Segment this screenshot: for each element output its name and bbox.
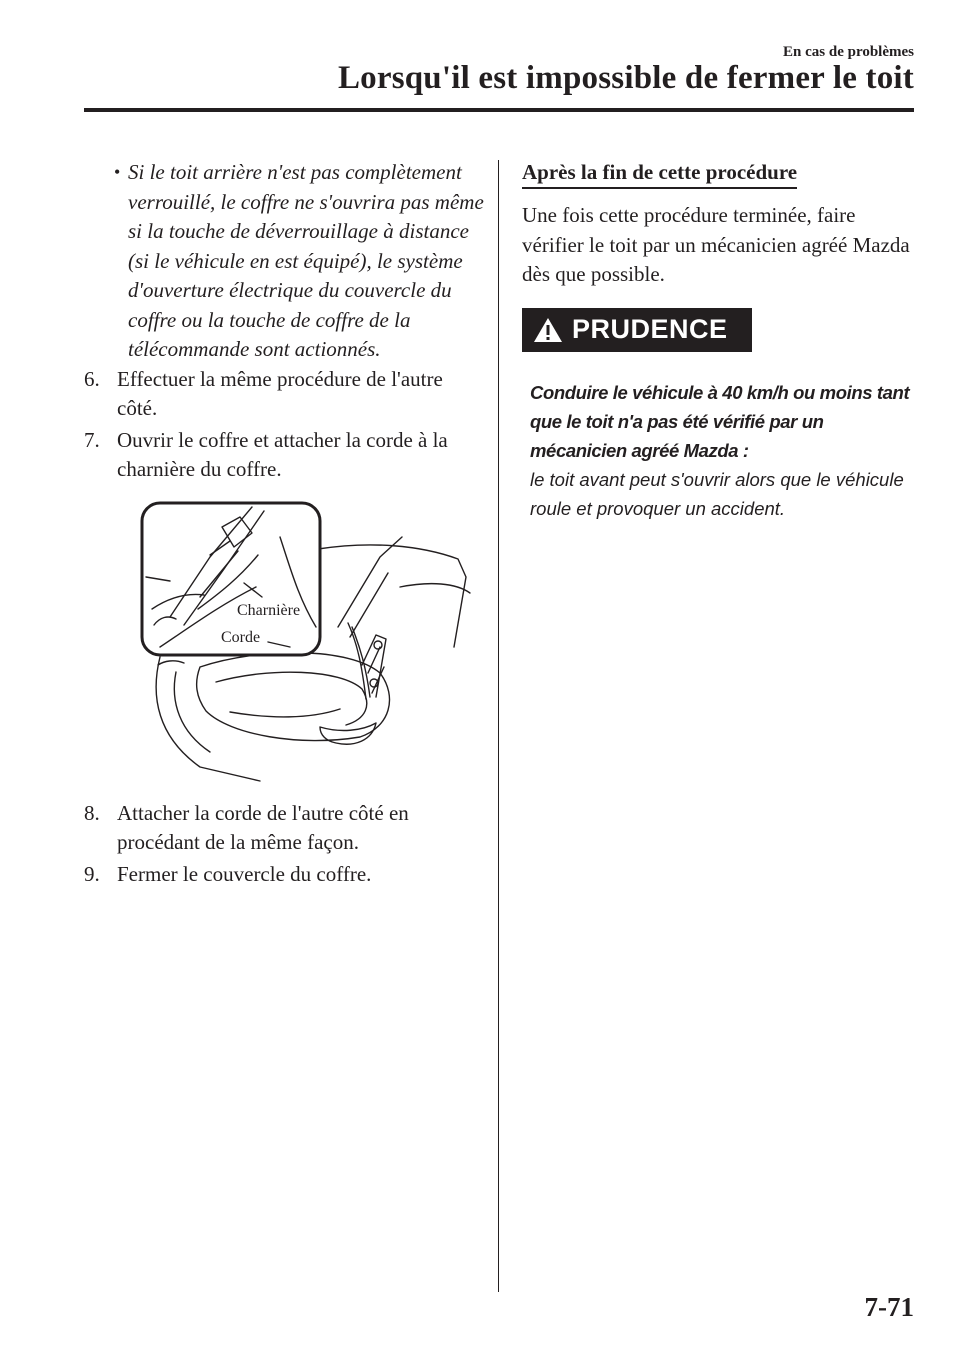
trunk-hinge-illustration xyxy=(140,497,480,782)
step-8 xyxy=(84,799,484,858)
page-number: 7-71 xyxy=(864,1292,914,1322)
hinge-callout: Charnière xyxy=(237,601,301,619)
warning-triangle-icon xyxy=(533,317,563,343)
step-9 xyxy=(84,860,484,890)
step-text: Attacher la corde de l'autre côté en procédant de la même façon. xyxy=(117,800,409,854)
caution-emphasis: Conduire le véhicule à 40 km/h ou moins tant que le toit n'a pas été vérifié par un mécanicien agréé Mazda : xyxy=(530,381,910,461)
header-rule xyxy=(84,108,914,112)
caution-body xyxy=(522,378,914,523)
caution-label: PRUDENCE xyxy=(572,313,728,344)
caution-text: le toit avant peut s'ouvrir alors que le véhicule roule et provoquer un accident. xyxy=(530,468,904,519)
step-text: Ouvrir le coffre et attacher la corde à la charnière du coffre. xyxy=(117,427,448,481)
trunk-illustration-svg xyxy=(140,497,480,782)
rope-callout: Corde xyxy=(221,628,261,646)
note-bullet xyxy=(84,158,484,365)
step-6 xyxy=(84,365,484,424)
step-number: 6. xyxy=(84,366,100,391)
step-number: 9. xyxy=(84,861,100,886)
left-column xyxy=(84,158,484,889)
step-number: 8. xyxy=(84,800,100,825)
step-text: Effectuer la même procédure de l'autre côté. xyxy=(117,366,443,420)
header-section-label: En cas de problèmes xyxy=(783,44,914,60)
bullet-dot-icon: • xyxy=(114,162,121,182)
column-divider xyxy=(498,160,499,1292)
step-text: Fermer le couvercle du coffre. xyxy=(117,861,372,886)
note-text: Si le toit arrière n'est pas complètement verrouillé, le coffre ne s'ouvrira pas même si la touche de déverrouillage à distance (si le véhicule en est équipé), le système d'ouverture électrique du couvercle du coffre ou la touche de coffre de la télécommande sont actionnés. xyxy=(128,160,484,361)
page-title: Lorsqu'il est impossible de fermer le toit xyxy=(337,60,914,96)
caution-badge xyxy=(522,308,752,352)
procedure-paragraph: Une fois cette procédure terminée, faire vérifier le toit par un mécanicien agréé Mazda dès que possible. xyxy=(522,203,910,286)
step-7 xyxy=(84,426,484,485)
section-subheading: Après la fin de cette procédure xyxy=(522,160,797,189)
right-column xyxy=(522,158,914,523)
step-number: 7. xyxy=(84,427,100,452)
